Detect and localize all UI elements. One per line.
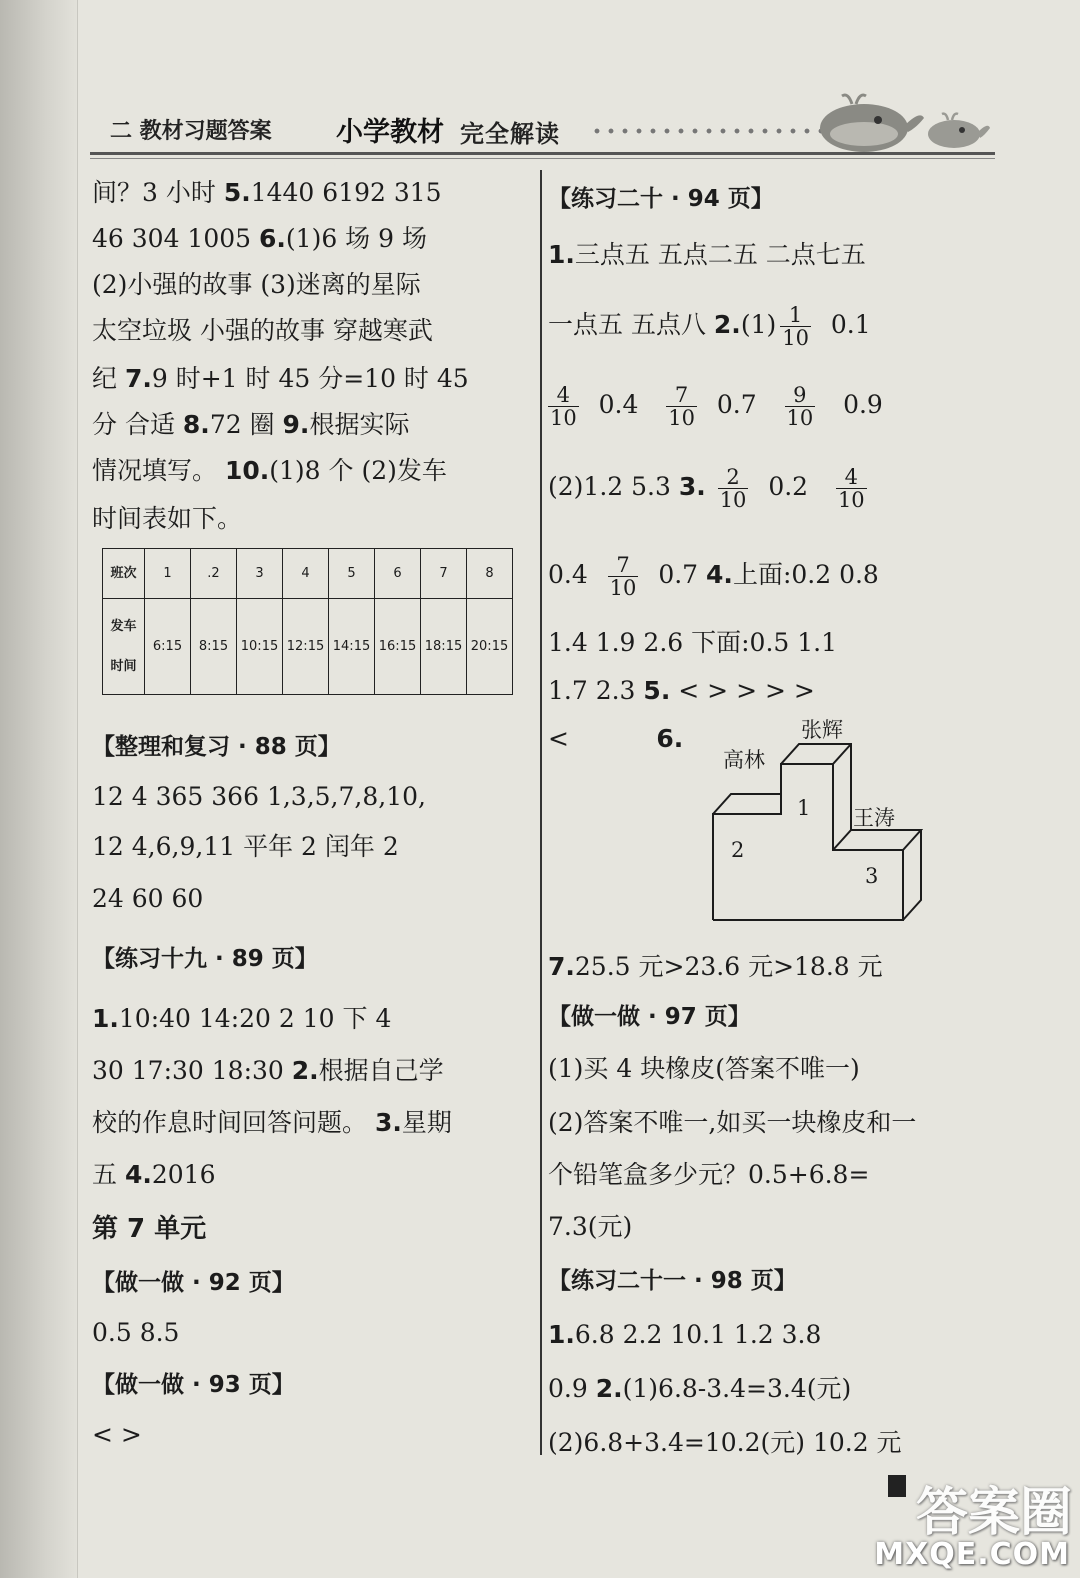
label-wangtao: 王涛: [853, 806, 895, 830]
book-spine-shadow: [0, 0, 78, 1578]
bus-schedule-table: [102, 548, 513, 695]
table-cell: 12:15: [283, 599, 329, 695]
table-cell: 4: [283, 549, 329, 599]
text-line: 24 60 60: [92, 884, 204, 913]
text-line: 30 17:30 18:30 2.根据自己学: [92, 1056, 444, 1085]
text-line: 12 4 365 366 1,3,5,7,8,10,: [92, 782, 426, 811]
text-line: 分 合适 8.72 圈 9.根据实际: [92, 410, 410, 439]
table-cell: 14:15: [329, 599, 375, 695]
header-rule: [90, 152, 995, 155]
table-row: [103, 599, 513, 695]
table-cell: 5: [329, 549, 375, 599]
unit-heading: 第 7 单元: [92, 1214, 207, 1244]
table-cell: 8: [467, 549, 513, 599]
table-cell: 10:15: [237, 599, 283, 695]
text-line: 12 4,6,9,11 平年 2 闰年 2: [92, 832, 399, 861]
text-line: 1.三点五 五点二五 二点七五: [548, 240, 866, 269]
watermark-logo: 答案圈: [915, 1483, 1072, 1543]
fraction: $\frac{4}{10}$: [837, 465, 865, 512]
text-line: 太空垃圾 小强的故事 穿越寒武: [92, 316, 433, 345]
label-zhanghui: 张辉: [801, 718, 843, 742]
section-heading: 【做一做 · 97 页】: [548, 1004, 751, 1030]
text-line: 时间表如下。: [92, 504, 243, 533]
table-cell: 6:15: [145, 599, 191, 695]
table-cell: 1: [145, 549, 191, 599]
text-line: < >: [92, 1420, 142, 1449]
header-rule-thin: [90, 158, 995, 159]
header-brand: 小学教材: [336, 117, 444, 148]
text-line: (2)1.2 5.3 3. $\frac{2}{10}$ 0.2 $\frac{4}{10}$: [548, 465, 865, 512]
text-line: (2)6.8+3.4=10.2(元) 10.2 元: [548, 1428, 902, 1457]
text-line: 0.5 8.5: [92, 1318, 180, 1347]
text-line: < 6.: [548, 724, 684, 753]
text-line: $\frac{4}{10}$ 0.4 $\frac{7}{10}$ 0.7 $\frac{9}{10}$ 0.9: [550, 383, 883, 430]
text-line: 1.10:40 14:20 2 10 下 4: [92, 1004, 392, 1033]
watermark: [874, 1466, 1078, 1578]
text-line: 1.6.8 2.2 10.1 1.2 3.8: [548, 1320, 822, 1349]
podium-number-1: 1: [797, 796, 811, 820]
table-row: [103, 549, 513, 599]
text-line: 间？3 小时 5.1440 6192 315: [92, 178, 442, 207]
fraction: $\frac{4}{10}$: [550, 383, 577, 430]
table-cell: 8:15: [191, 599, 237, 695]
text-line: 个铅笔盒多少元？0.5+6.8=: [548, 1160, 870, 1189]
text-line: (2)答案不唯一,如买一块橡皮和一: [548, 1108, 917, 1137]
section-heading: 【练习二十一 · 98 页】: [548, 1268, 797, 1294]
podium-figure: [703, 718, 923, 934]
text-line: (2)小强的故事 (3)迷离的星际: [92, 270, 421, 299]
text-line: 1.7 2.3 5. < > > > >: [548, 676, 815, 705]
table-cell: 6: [375, 549, 421, 599]
section-heading: 【整理和复习 · 88 页】: [92, 734, 341, 760]
text-line: 一点五 五点八 2.(1) $\frac{1}{10}$ 0.1: [548, 303, 871, 350]
table-cell: 7: [421, 549, 467, 599]
label-gaolin: 高林: [723, 748, 765, 772]
section-heading: 【练习二十 · 94 页】: [548, 186, 774, 212]
text-line: 46 304 1005 6.(1)6 场 9 场: [92, 224, 427, 253]
table-header-cell: 班次: [103, 549, 145, 599]
table-header-cell: 发车 时间: [103, 599, 145, 695]
table-cell: .2: [191, 549, 237, 599]
text-line: 7.3(元): [548, 1212, 633, 1241]
text-line: 情况填写。 10.(1)8 个 (2)发车: [92, 456, 447, 485]
section-heading: 【做一做 · 93 页】: [92, 1372, 295, 1398]
podium-number-3: 3: [865, 864, 879, 888]
text-line: 1.4 1.9 2.6 下面:0.5 1.1: [548, 628, 838, 657]
column-divider: [540, 170, 542, 1455]
section-heading: 【练习十九 · 89 页】: [92, 946, 318, 972]
text-line: 五 4.2016: [92, 1160, 216, 1189]
section-heading: 【做一做 · 92 页】: [92, 1270, 295, 1296]
text-line: 7.25.5 元>23.6 元>18.8 元: [548, 952, 883, 981]
header-section: 二 教材习题答案: [110, 119, 272, 144]
whale-icon: [812, 88, 992, 154]
table-cell: 16:15: [375, 599, 421, 695]
table-cell: 18:15: [421, 599, 467, 695]
fraction: $\frac{1}{10}$: [782, 303, 809, 350]
fraction: $\frac{7}{10}$: [609, 553, 637, 600]
text-line: 0.9 2.(1)6.8-3.4=3.4(元): [548, 1374, 852, 1403]
watermark-url: MXQE.COM: [874, 1537, 1070, 1572]
table-cell: 3: [237, 549, 283, 599]
table-cell: 20:15: [467, 599, 513, 695]
text-line: 0.4 $\frac{7}{10}$ 0.7 4.上面:0.2 0.8: [548, 553, 879, 600]
page-header: [90, 100, 995, 162]
fraction: $\frac{2}{10}$: [719, 465, 747, 512]
text-line: 纪 7.9 时+1 时 45 分=10 时 45: [92, 364, 469, 393]
podium-number-2: 2: [731, 838, 745, 862]
fraction: $\frac{7}{10}$: [668, 383, 695, 430]
text-line: (1)买 4 块橡皮(答案不唯一): [548, 1054, 860, 1083]
header-subtitle: 完全解读: [460, 120, 560, 148]
text-line: 校的作息时间回答问题。 3.星期: [92, 1108, 452, 1137]
fraction: $\frac{9}{10}$: [786, 383, 814, 430]
